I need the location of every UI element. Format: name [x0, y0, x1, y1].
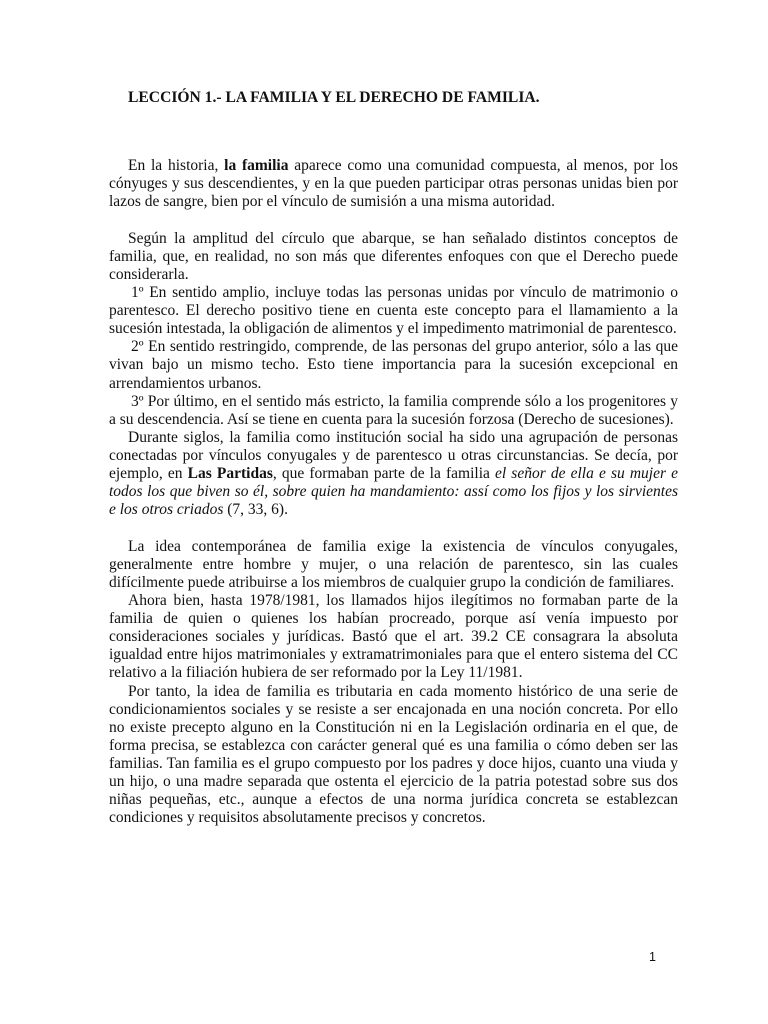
lesson-title: LECCIÓN 1.- LA FAMILIA Y EL DERECHO DE FAMILIA.: [128, 89, 540, 106]
paragraph-family-institution: [109, 429, 678, 519]
paragraph-restricted-sense: 2º En sentido restringido, comprende, de las personas del grupo anterior, sólo a las que vivan bajo un mismo techo. Esto tiene importancia para la sucesión excepcional en arrendamientos urbanos.: [109, 338, 678, 392]
page-number: 1: [649, 950, 656, 964]
bold-term-la-familia: la familia: [224, 157, 289, 174]
paragraph-citation: (7, 33, 6).: [223, 501, 288, 519]
paragraph-text: En la historia,: [128, 157, 225, 174]
bold-term-las-partidas: Las Partidas: [187, 465, 273, 482]
paragraph-illegitimate-children: Ahora bien, hasta 1978/1981, los llamados hijos ilegítimos no formaban parte de la familia de quien o quienes los habían procreado, porque así venía impuesto por consideraciones sociales y jurídicas. Bastó que el art. 39.2 CE consagrara la absoluta igualdad entre hijos matrimoniales y extramatrimoniales para que el entero sistema del CC relativo a la filiación hubiera de ser reformado por la Ley 11/1981.: [109, 592, 678, 682]
italic-quote: el señor de ella e su mujer e todos los que biven so él, sobre quien ha mandamiento: assí como los fijos y los sirvientes e los otros criados: [109, 465, 678, 519]
paragraph-strict-sense: 3º Por último, en el sentido más estricto, la familia comprende sólo a los progenitores y a su descendencia. Así se tiene en cuenta para la sucesión forzosa (Derecho de sucesiones).: [109, 392, 678, 428]
paragraph-family-concepts: Según la amplitud del círculo que abarque, se han señalado distintos conceptos de familia, que, en realidad, no son más que diferentes enfoques con que el Derecho puede considerarla.: [109, 229, 678, 283]
paragraph-text: , que formaban parte de la familia: [272, 465, 495, 482]
document-body: [109, 157, 678, 827]
paragraph-text: Durante siglos, la familia como institución social ha sido una agrupación de personas conectadas por vínculos conyugales y de parentesco u otras circunstancias. Se decía, por ejemplo, en: [109, 428, 678, 482]
paragraph-family-history: [109, 157, 678, 211]
paragraph-contemporary-idea: La idea contemporánea de familia exige la existencia de vínculos conyugales, generalmente entre hombre y mujer, o una relación de parentesco, sin las cuales difícilmente puede atribuirse a los miembros de cualquier grupo la condición de familiares.: [109, 537, 678, 591]
paragraph-text: aparece como una comunidad compuesta, al menos, por los cónyuges y sus descendientes, y en la que pueden participar otras personas unidas bien por lazos de sangre, bien por el vínculo de sumisión a una misma autoridad.: [109, 157, 678, 211]
paragraph-family-definition: Por tanto, la idea de familia es tributaria en cada momento histórico de una serie de condicionamientos sociales y se resiste a ser encajonada en una noción concreta. Por ello no existe precepto alguno en la Constitución ni en la Legislación ordinaria en el que, de forma precisa, se establezca con carácter general qué es una familia o cómo deben ser las familias. Tan familia es el grupo compuesto por los padres y doce hijos, cuanto una viuda y un hijo, o una madre separada que ostenta el ejercicio de la patria potestad sobre sus dos niñas pequeñas, etc., aunque a efectos de una norma jurídica concreta se establezcan condiciones y requisitos absolutamente precisos y concretos.: [109, 682, 678, 827]
document-page: [109, 0, 678, 1024]
paragraph-broad-sense: 1º En sentido amplio, incluye todas las personas unidas por vínculo de matrimonio o parentesco. El derecho positivo tiene en cuenta este concepto para el llamamiento a la sucesión intestada, la obligación de alimentos y el impedimento matrimonial de parentesco.: [109, 284, 678, 338]
